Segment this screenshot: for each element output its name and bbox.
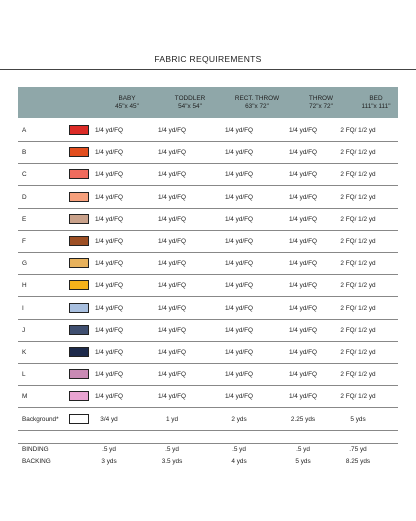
table-cell: 2 yds — [231, 415, 247, 423]
column-size: 63"x 72" — [245, 103, 269, 110]
table-cell: 1/4 yd/FQ — [288, 215, 318, 223]
table-cell: 1/4 yd/FQ — [94, 282, 124, 290]
column-size: 45"x 45" — [115, 103, 139, 110]
table-row — [0, 320, 416, 342]
table-cell: 2 FQ/ 1/2 yd — [340, 215, 376, 223]
table-cell: 1/4 yd/FQ — [224, 238, 254, 245]
table-cell: 1/4 yd/FQ — [224, 393, 254, 401]
table-cell: 1/4 yd/FQ — [224, 304, 254, 312]
row-label: J — [22, 326, 26, 334]
table-cell: 1/4 yd/FQ — [288, 393, 318, 401]
table-row — [0, 209, 416, 231]
table-cell: 1/4 yd/FQ — [288, 238, 318, 245]
table-cell: 1/4 yd/FQ — [157, 304, 187, 312]
row-label: E — [22, 215, 27, 223]
row-label: C — [22, 171, 27, 179]
table-cell: 1/4 yd/FQ — [288, 127, 318, 134]
row-label: K — [22, 349, 27, 356]
table-cell: .5 yd — [296, 445, 310, 453]
table-cell: 1/4 yd/FQ — [224, 215, 254, 223]
table-cell: 1/4 yd/FQ — [94, 326, 124, 334]
table-cell: 2 FQ/ 1/2 yd — [340, 260, 376, 268]
row-label: BINDING — [22, 445, 49, 453]
row-label: G — [22, 260, 27, 268]
column-size: 111"x 111" — [361, 103, 391, 110]
table-cell: 1/4 yd/FQ — [94, 349, 124, 356]
table-cell: 1/4 yd/FQ — [94, 371, 124, 379]
table-row — [0, 231, 416, 253]
table-cell: 1/4 yd/FQ — [224, 349, 254, 356]
table-row — [0, 364, 416, 386]
table-row — [0, 298, 416, 320]
table-cell: 1/4 yd/FQ — [224, 371, 254, 379]
table-row — [0, 120, 416, 142]
table-cell: 1/4 yd/FQ — [288, 193, 318, 201]
table-cell: 1/4 yd/FQ — [157, 238, 187, 245]
table-cell: 5 yds — [350, 415, 366, 423]
table-cell: 8.25 yds — [345, 457, 371, 465]
table-row — [0, 142, 416, 164]
column-name: RECT. THROW — [234, 95, 280, 102]
table-cell: 1/4 yd/FQ — [157, 393, 187, 401]
title-divider — [0, 69, 416, 70]
table-cell: 1/4 yd/FQ — [94, 393, 124, 401]
table-cell: 1/4 yd/FQ — [157, 127, 187, 134]
column-name: BED — [369, 95, 383, 102]
row-label: F — [22, 238, 26, 245]
table-cell: 1/4 yd/FQ — [157, 149, 187, 157]
table-cell: 2 FQ/ 1/2 yd — [340, 349, 376, 356]
table-cell: 1/4 yd/FQ — [224, 326, 254, 334]
table-row — [0, 386, 416, 408]
table-row — [0, 409, 416, 431]
table-row — [0, 253, 416, 275]
table-cell: 1/4 yd/FQ — [288, 282, 318, 290]
table-cell: 1/4 yd/FQ — [224, 260, 254, 268]
table-cell: .5 yd — [232, 445, 246, 453]
table-row — [0, 342, 416, 364]
table-cell: 4 yds — [231, 457, 247, 465]
table-cell: 2 FQ/ 1/2 yd — [340, 238, 376, 245]
column-name: BABY — [118, 95, 136, 102]
table-cell: 1/4 yd/FQ — [94, 260, 124, 268]
table-header — [18, 87, 398, 118]
table-cell: .75 yd — [349, 445, 367, 453]
table-cell: 1/4 yd/FQ — [224, 127, 254, 134]
column-name: TODDLER — [174, 95, 206, 102]
page-title: FABRIC REQUIREMENTS — [154, 54, 262, 64]
table-cell: 2 FQ/ 1/2 yd — [340, 393, 376, 401]
column-size: 72"x 72" — [309, 103, 333, 110]
row-label: L — [22, 371, 26, 379]
table-cell: 2 FQ/ 1/2 yd — [340, 127, 376, 134]
table-cell: 2 FQ/ 1/2 yd — [340, 304, 376, 312]
table-row — [0, 443, 416, 455]
table-cell: 2 FQ/ 1/2 yd — [340, 193, 376, 201]
row-label: BACKING — [22, 457, 51, 465]
table-cell: 1/4 yd/FQ — [224, 171, 254, 179]
table-cell: 1/4 yd/FQ — [157, 326, 187, 334]
row-label: M — [22, 393, 28, 401]
row-label: A — [22, 127, 27, 134]
table-cell: 1/4 yd/FQ — [94, 149, 124, 157]
table-cell: 1/4 yd/FQ — [224, 149, 254, 157]
row-label: I — [22, 304, 24, 312]
row-label: H — [22, 282, 27, 290]
table-cell: 1/4 yd/FQ — [157, 171, 187, 179]
row-label: Background* — [22, 415, 59, 423]
table-cell: 1/4 yd/FQ — [157, 371, 187, 379]
table-cell: .5 yd — [102, 445, 116, 453]
table-cell: 1/4 yd/FQ — [94, 171, 124, 179]
table-cell: 1/4 yd/FQ — [288, 326, 318, 334]
table-cell: 1/4 yd/FQ — [157, 215, 187, 223]
table-cell: 2 FQ/ 1/2 yd — [340, 149, 376, 157]
table-cell: 1/4 yd/FQ — [157, 282, 187, 290]
table-cell: 5 yds — [295, 457, 311, 465]
table-cell: 1/4 yd/FQ — [288, 149, 318, 157]
column-size: 54"x 54" — [178, 103, 202, 110]
table-row — [0, 187, 416, 209]
table-cell: 1/4 yd/FQ — [157, 260, 187, 268]
table-cell: 1/4 yd/FQ — [288, 371, 318, 379]
table-cell: 2 FQ/ 1/2 yd — [340, 371, 376, 379]
table-cell: 1/4 yd/FQ — [94, 238, 124, 245]
table-cell: 3/4 yd — [100, 415, 118, 423]
table-cell: 1/4 yd/FQ — [288, 171, 318, 179]
table-cell: 1 yd — [165, 415, 179, 423]
table-cell: 1/4 yd/FQ — [157, 193, 187, 201]
row-divider — [18, 430, 398, 431]
table-cell: 1/4 yd/FQ — [94, 193, 124, 201]
table-cell: 3.5 yds — [161, 457, 183, 465]
table-cell: 3 yds — [101, 457, 117, 465]
table-cell: 2.25 yds — [290, 415, 316, 423]
column-name: THROW — [308, 95, 334, 102]
row-label: D — [22, 193, 27, 201]
table-cell: 2 FQ/ 1/2 yd — [340, 326, 376, 334]
table-row — [0, 164, 416, 186]
table-cell: 1/4 yd/FQ — [288, 260, 318, 268]
section-divider — [18, 443, 398, 444]
table-cell: 2 FQ/ 1/2 yd — [340, 282, 376, 290]
table-cell: 1/4 yd/FQ — [288, 304, 318, 312]
table-cell: 1/4 yd/FQ — [157, 349, 187, 356]
table-cell: 1/4 yd/FQ — [94, 215, 124, 223]
table-cell: 1/4 yd/FQ — [94, 127, 124, 134]
table-cell: 2 FQ/ 1/2 yd — [340, 171, 376, 179]
table-cell: 1/4 yd/FQ — [288, 349, 318, 356]
column-header-bed — [336, 95, 416, 111]
table-cell: 1/4 yd/FQ — [224, 282, 254, 290]
table-cell: .5 yd — [165, 445, 179, 453]
table-row — [0, 455, 416, 467]
row-label: B — [22, 149, 27, 157]
table-cell: 1/4 yd/FQ — [94, 304, 124, 312]
table-cell: 1/4 yd/FQ — [224, 193, 254, 201]
table-row — [0, 275, 416, 297]
